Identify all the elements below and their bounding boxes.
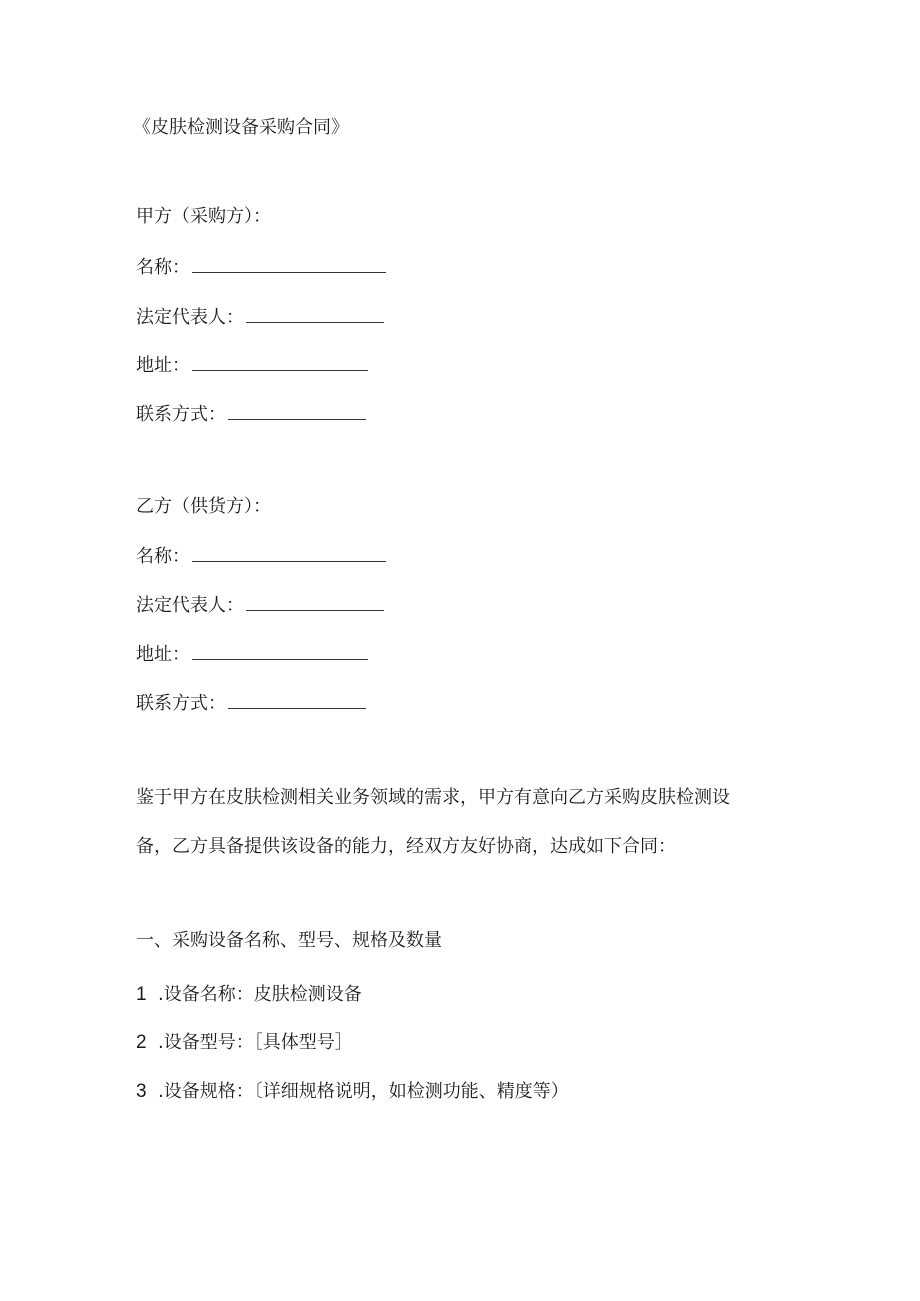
- party-b-rep-row: [136, 594, 384, 617]
- party-a-address-label: 地址：: [136, 355, 190, 376]
- party-a-contact-blank[interactable]: [228, 403, 366, 420]
- party-a-rep-row: [136, 306, 384, 329]
- item-text: .设备名称：皮肤检测设备: [158, 984, 362, 1005]
- party-b-name-row: [136, 545, 386, 568]
- party-b-address-blank[interactable]: [192, 643, 368, 660]
- section-1-item-1: [136, 984, 362, 1006]
- party-a-rep-label: 法定代表人：: [136, 307, 244, 328]
- item-text: .设备规格：〔详细规格说明，如检测功能、精度等）: [158, 1081, 569, 1102]
- party-a-address-row: [136, 354, 368, 377]
- contract-title: 《皮肤检测设备采购合同》: [133, 117, 349, 138]
- intro-line-1: 鉴于甲方在皮肤检测相关业务领域的需求，甲方有意向乙方采购皮肤检测设: [136, 787, 730, 808]
- item-text: .设备型号：［具体型号］: [158, 1032, 353, 1053]
- party-b-heading: 乙方（供货方）：: [136, 496, 271, 517]
- party-b-name-label: 名称：: [136, 546, 190, 567]
- item-number: 1: [136, 984, 147, 1005]
- party-a-heading: 甲方（采购方）：: [136, 206, 271, 227]
- party-b-contact-label: 联系方式：: [136, 693, 226, 714]
- party-a-contact-row: [136, 403, 366, 426]
- party-b-contact-row: [136, 692, 366, 715]
- party-a-rep-blank[interactable]: [246, 306, 384, 323]
- party-b-rep-label: 法定代表人：: [136, 595, 244, 616]
- section-1-heading: 一、采购设备名称、型号、规格及数量: [136, 930, 442, 951]
- section-1-item-2: [136, 1032, 353, 1054]
- party-b-name-blank[interactable]: [192, 545, 386, 562]
- party-a-name-row: [136, 256, 386, 279]
- section-1-item-3: [136, 1081, 569, 1103]
- party-b-contact-blank[interactable]: [228, 692, 366, 709]
- party-a-contact-label: 联系方式：: [136, 404, 226, 425]
- intro-line-2: 备，乙方具备提供该设备的能力，经双方友好协商，达成如下合同：: [136, 836, 676, 857]
- item-number: 2: [136, 1032, 147, 1053]
- party-b-address-label: 地址：: [136, 644, 190, 665]
- party-b-rep-blank[interactable]: [246, 594, 384, 611]
- party-b-address-row: [136, 643, 368, 666]
- party-a-address-blank[interactable]: [192, 354, 368, 371]
- item-number: 3: [136, 1081, 147, 1102]
- party-a-name-blank[interactable]: [192, 256, 386, 273]
- party-a-name-label: 名称：: [136, 257, 190, 278]
